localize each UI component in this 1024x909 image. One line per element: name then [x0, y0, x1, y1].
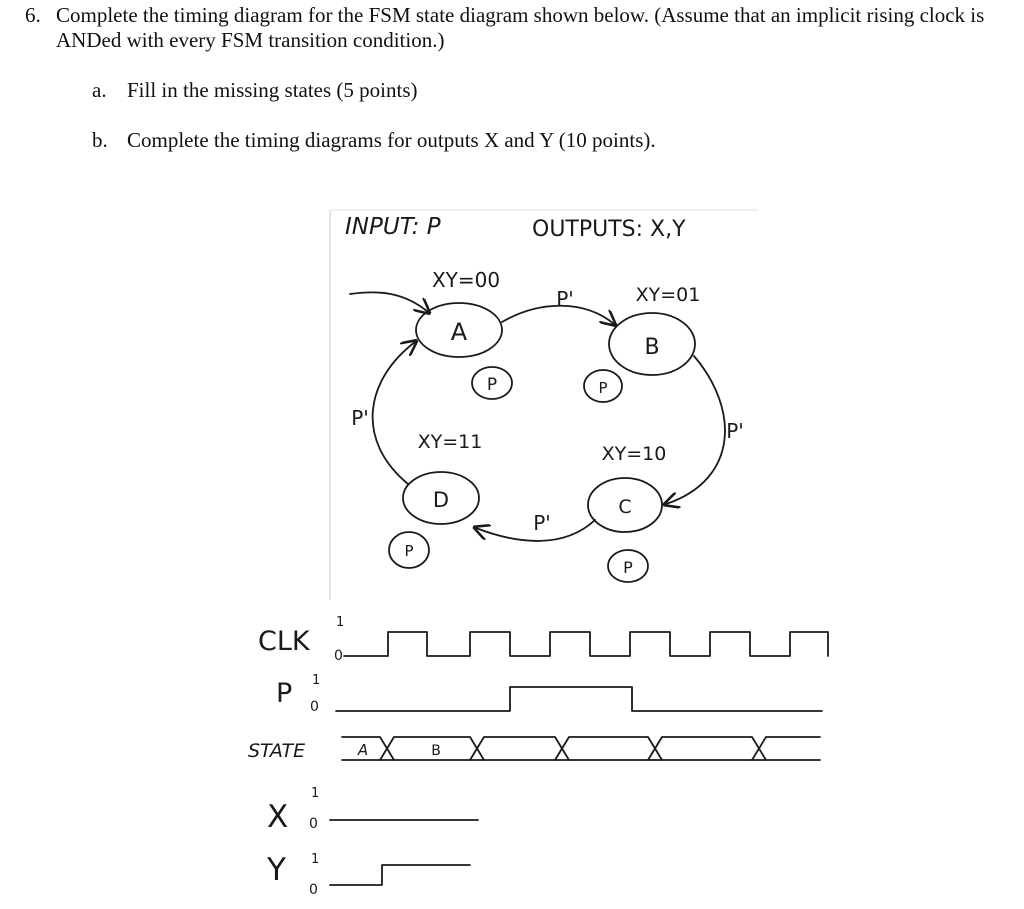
- state-bus-seg-3: [470, 737, 569, 760]
- state-b-loop-label: P: [598, 379, 608, 397]
- clk-waveform: [344, 632, 828, 656]
- state-d: [389, 431, 482, 568]
- state-bus-seg-6: [752, 737, 820, 760]
- state-b-output: XY=01: [635, 284, 701, 306]
- state-c-output: XY=10: [601, 443, 667, 465]
- x-low-marker: 0: [309, 816, 318, 832]
- p-low-marker: 0: [310, 699, 319, 715]
- state-bus: [342, 737, 820, 760]
- state-c-loop-label: P: [623, 558, 633, 577]
- state-value-2: B: [431, 743, 441, 759]
- transition-d-to-a-label: P': [351, 406, 369, 430]
- part-b-label: b.: [92, 128, 108, 152]
- state-row-label: STATE: [248, 740, 306, 762]
- question-text: Complete the timing diagram for the FSM state diagram shown below. (Assume that an implicit rising clock is ANDed with every FSM transition condition.): [56, 3, 985, 52]
- y-low-marker: 0: [309, 882, 318, 898]
- y-label: Y: [267, 852, 286, 888]
- state-d-output: XY=11: [417, 431, 483, 453]
- question-number: 6.: [25, 3, 41, 27]
- state-a-output: XY=00: [431, 268, 501, 292]
- clk-label: CLK: [258, 626, 310, 657]
- state-d-name: D: [432, 488, 450, 512]
- clk-low-marker: 0: [334, 648, 343, 664]
- p-label: P: [276, 678, 293, 709]
- p-high-marker: 1: [312, 673, 321, 688]
- state-b-name: B: [644, 335, 660, 360]
- state-value-1: A: [357, 741, 369, 759]
- start-arrow: [350, 292, 428, 312]
- x-high-marker: 1: [311, 786, 320, 801]
- input-label: INPUT: P: [345, 214, 441, 240]
- transition-a-to-b-label: P': [556, 287, 574, 311]
- state-d-loop-label: P: [404, 542, 414, 560]
- state-a-loop-label: P: [486, 375, 498, 395]
- part-a-label: a.: [92, 78, 107, 102]
- p-waveform: [336, 687, 822, 711]
- x-label: X: [267, 799, 289, 835]
- transition-b-to-c: [666, 356, 725, 504]
- y-waveform: [330, 865, 470, 885]
- state-c: [588, 443, 666, 582]
- transition-c-to-d-label: P': [533, 511, 551, 535]
- part-a-text: Fill in the missing states (5 points): [127, 78, 418, 102]
- state-bus-seg-5: [648, 737, 766, 760]
- part-b-text: Complete the timing diagrams for outputs X and Y (10 points).: [127, 128, 656, 152]
- state-a: [350, 268, 512, 399]
- state-c-name: C: [618, 496, 632, 518]
- y-high-marker: 1: [311, 852, 320, 867]
- transition-d-to-a: [373, 342, 415, 484]
- clk-high-marker: 1: [336, 615, 345, 630]
- state-b: [584, 284, 700, 402]
- state-bus-seg-4: [555, 737, 662, 760]
- state-a-name: A: [450, 318, 468, 346]
- outputs-label: OUTPUTS: X,Y: [532, 217, 686, 242]
- transition-b-to-c-label: P': [726, 419, 744, 443]
